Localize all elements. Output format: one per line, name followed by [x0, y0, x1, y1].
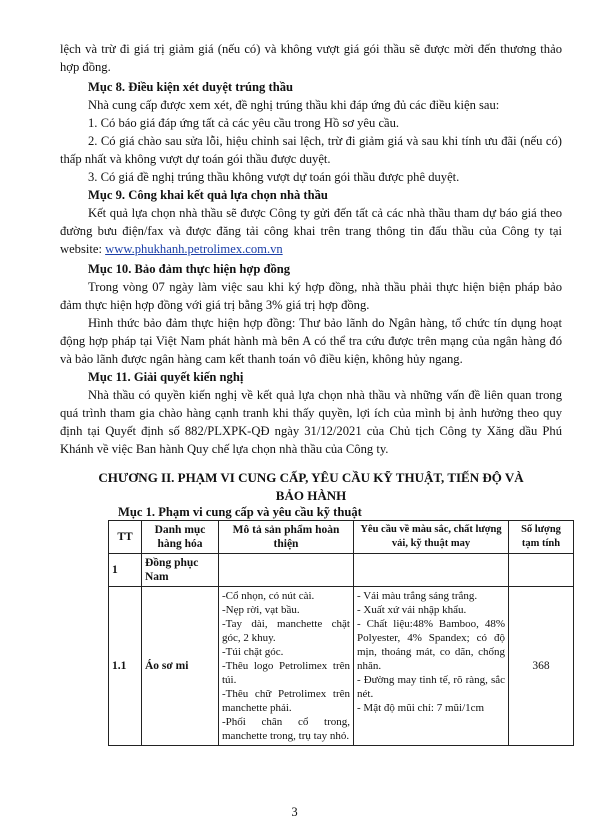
- row-req: [354, 587, 509, 746]
- desc-line: -Phối chân cổ trong, manchette trong, trụ tay nhỏ.: [222, 716, 350, 742]
- heading-muc-9: Mục 9. Công khai kết quả lựa chọn nhà thầu: [88, 188, 328, 202]
- table-header-row: [109, 521, 574, 554]
- desc-line: -Cổ nhọn, có nút cài.: [222, 590, 315, 602]
- desc-line: -Thêu logo Petrolimex trên túi.: [222, 660, 350, 686]
- paragraph-8a: Nhà cung cấp được xem xét, đề nghị trúng thầu khi đáp ứng đủ các điều kiện sau:: [88, 98, 500, 112]
- paragraph-10a: Trong vòng 07 ngày làm việc sau khi ký hợp đồng, nhà thầu phải thực hiện biện pháp bảo đảm thực hiện hợp đồng với giá trị bằng 3% giá trị hợp đồng.: [60, 280, 562, 312]
- paragraph-9-text: Kết quả lựa chọn nhà thầu sẽ được Công ty gửi đến tất cả các nhà thầu tham dự báo giá theo đường bưu điện/fax và được đăng tải công khai trên trang thông tin đấu thầu của Công ty tại website:: [60, 206, 562, 256]
- desc-line: -Nẹp rời, vạt bầu.: [222, 604, 300, 616]
- req-line: - Chất liệu:48% Bamboo, 48% Polyester, 4% Spandex; có độ mịn, thoáng mát, co dãn, chống nhăn.: [357, 618, 505, 672]
- paragraph-8c: 2. Có giá chào sau sửa lỗi, hiệu chỉnh sai lệch, trừ đi giảm giá và sau khi tính ưu đãi (nếu có) thấp nhất và không vượt dự toán gói thầu được duyệt.: [60, 134, 562, 166]
- paragraph-9: [60, 204, 562, 258]
- row-desc: [219, 587, 354, 746]
- req-line: - Xuất xứ vải nhập khẩu.: [357, 604, 467, 616]
- paragraph-11: Nhà thầu có quyền kiến nghị về kết quả lựa chọn nhà thầu và những vấn đề liên quan trong quá trình tham gia chào hàng cạnh tranh khi thấy quyền, lợi ích của mình bị ảnh hưởng theo quy định tại Quyết định số 882/PLXPK-QĐ ngày 31/12/2021 của Chủ tịch Công ty Xăng dầu Phú Khánh về việc Ban hành Quy chế lựa chọn nhà thầu của Công ty.: [60, 388, 562, 456]
- website-link[interactable]: www.phukhanh.petrolimex.com.vn: [105, 242, 283, 256]
- paragraph-continuation: lệch và trừ đi giá trị giảm giá (nếu có) và không vượt giá gói thầu sẽ được mời đến thương thảo hợp đồng.: [60, 42, 562, 74]
- heading-muc-10: Mục 10. Bảo đảm thực hiện hợp đồng: [88, 262, 291, 276]
- header-tt: TT: [109, 521, 142, 554]
- row-tt: 1.1: [109, 587, 142, 746]
- page-number: 3: [291, 805, 298, 819]
- heading-muc-11: Mục 11. Giải quyết kiến nghị: [88, 370, 244, 384]
- chapter-title-line-2: BẢO HÀNH: [275, 488, 347, 503]
- desc-line: -Túi chặt góc.: [222, 646, 284, 658]
- header-desc: Mô tả sản phẩm hoàn thiện: [219, 521, 354, 554]
- paragraph-8b: 1. Có báo giá đáp ứng tất cả các yêu cầu trong Hồ sơ yêu cầu.: [88, 116, 400, 130]
- group-tt: 1: [109, 554, 142, 587]
- req-line: - Vải màu trắng sáng trắng.: [357, 590, 478, 602]
- req-line: - Mật độ mũi chỉ: 7 mũi/1cm: [357, 702, 485, 714]
- table-group-row: [109, 554, 574, 587]
- group-req-empty: [354, 554, 509, 587]
- row-name: Áo sơ mi: [142, 587, 219, 746]
- group-name: Đồng phục Nam: [142, 554, 219, 587]
- header-qty: Số lượng tạm tính: [509, 521, 574, 554]
- req-line: - Đường may tinh tế, rõ ràng, sắc nét.: [357, 674, 505, 700]
- group-qty-empty: [509, 554, 574, 587]
- paragraph-8d: 3. Có giá đề nghị trúng thầu không vượt dự toán gói thầu được phê duyệt.: [88, 170, 460, 184]
- header-req: Yêu cầu về màu sắc, chất lượng vải, kỹ thuật may: [354, 521, 509, 554]
- table-row: [109, 587, 574, 746]
- header-name: Danh mục hàng hóa: [142, 521, 219, 554]
- desc-line: -Thêu chữ Petrolimex trên manchette phải.: [222, 688, 350, 714]
- row-qty: 368: [509, 587, 574, 746]
- group-desc-empty: [219, 554, 354, 587]
- desc-line: -Tay dài, manchette chặt góc, 2 khuy.: [222, 618, 350, 644]
- spec-table: [108, 520, 574, 746]
- paragraph-10b: Hình thức bảo đảm thực hiện hợp đồng: Thư bảo lãnh do Ngân hàng, tổ chức tín dụng hoạt động hợp pháp tại Việt Nam phát hành mà bên A có thể tra cứu được trên mạng của ngân hàng đó và bảo lãnh được ngân hàng cam kết thanh toán vô điều kiện, không hủy ngang.: [60, 316, 562, 366]
- chapter-title-line-1: CHƯƠNG II. PHẠM VI CUNG CẤP, YÊU CẦU KỸ THUẬT, TIẾN ĐỘ VÀ: [98, 470, 524, 485]
- heading-muc-8: Mục 8. Điều kiện xét duyệt trúng thầu: [88, 80, 294, 94]
- section-heading-muc-1: Mục 1. Phạm vi cung cấp và yêu cầu kỹ thuật: [118, 505, 362, 519]
